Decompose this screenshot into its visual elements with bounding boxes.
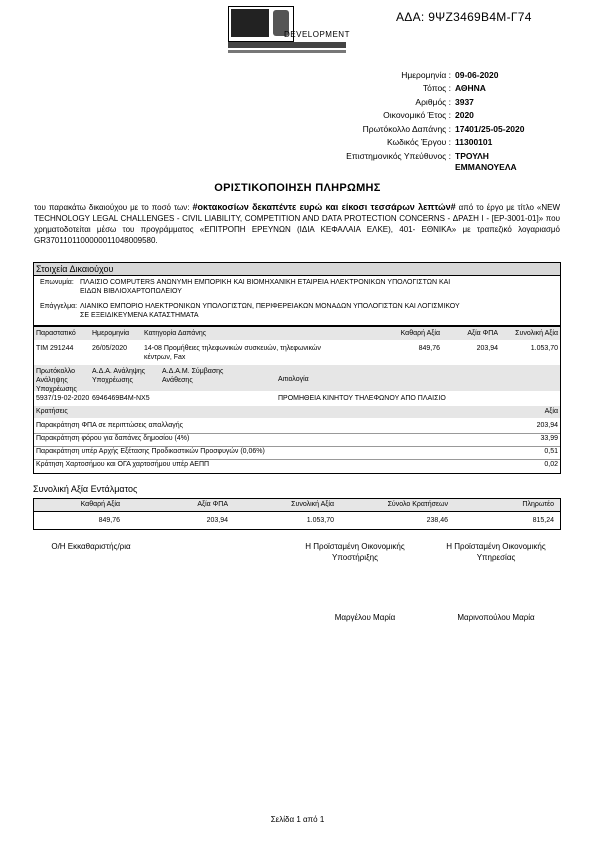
deductions-value-label: Αξία xyxy=(544,408,558,415)
commitment-ada: 6946469Β4Μ-ΝΧ5 xyxy=(92,395,150,402)
meta-value-project-code: 11300101 xyxy=(455,137,493,147)
deduction-value: 203,94 xyxy=(536,422,558,429)
totals-col-vat: Αξία ΦΠΑ xyxy=(197,501,228,508)
signature-service-title-1: Η Προϊσταμένη Οικονομικής xyxy=(446,542,546,551)
document-title: ΟΡΙΣΤΙΚΟΠΟΙΗΣΗ ΠΛΗΡΩΜΗΣ xyxy=(214,182,381,194)
totals-col-payable: Πληρωτέο xyxy=(522,501,554,508)
totals-vat: 203,94 xyxy=(206,517,228,524)
deduction-value: 0,51 xyxy=(544,448,558,455)
col-invoice: Παραστατικό xyxy=(36,330,76,337)
totals-section xyxy=(33,498,561,530)
divider xyxy=(34,275,560,276)
totals-total: 1.053,70 xyxy=(306,517,334,524)
col-commitment-ada: Α.Δ.Α. Ανάληψης Υποχρέωσης xyxy=(92,368,146,384)
meta-value-fiscal-year: 2020 xyxy=(455,110,474,120)
logo-strip-secondary xyxy=(228,50,346,53)
divider xyxy=(34,446,560,447)
col-commitment-protocol: Πρωτόκολλο Ανάληψης Υποχρέωσης xyxy=(36,368,77,393)
beneficiary-name-line1: ΠΛΑΙΣΙΟ COMPUTERS ΑΝΩΝΥΜΗ ΕΜΠΟΡΙΚΗ ΚΑΙ ΒΙΟΜΗΧΑΝΙΚΗ ΕΤΑΙΡΕΙΑ ΗΛΕΚΤΡΟΝΙΚΩΝ ΥΠΟΛΟΓΙΣΤΩΝ ΚΑΙ xyxy=(80,279,451,286)
beneficiary-name-line2: ΕΙΔΩΝ ΒΙΒΛΙΟΧΑΡΤΟΠΩΛΕΙΟΥ xyxy=(80,288,182,295)
invoice-category: 14-08 Προμήθειες τηλεφωνικών συσκευών, τηλεφωνικών xyxy=(144,345,321,352)
totals-col-deductions: Σύνολο Κρατήσεων xyxy=(387,501,448,508)
meta-label-date: Ημερομηνία : xyxy=(401,70,451,80)
beneficiary-name-label: Επωνυμία: xyxy=(40,279,74,286)
meta-label-place: Τόπος : xyxy=(422,83,451,93)
amount-in-words: #οκτακοσίων δεκαπέντε ευρώ και είκοσι τεσσάρων λεπτών# xyxy=(192,202,456,212)
meta-value-number: 3937 xyxy=(455,97,474,107)
invoice-vat: 203,94 xyxy=(476,345,498,352)
col-contract-adam: Α.Δ.Α.Μ. Σύμβασης Ανάθεσης xyxy=(162,368,224,384)
meta-value-protocol: 17401/25-05-2020 xyxy=(455,124,525,134)
invoice-category-cont: κέντρων, Fax xyxy=(144,354,186,361)
invoice-date: 26/05/2020 xyxy=(92,345,128,352)
signature-clearer-title: Ο/Η Εκκαθαριστής/ρια xyxy=(51,542,131,551)
meta-label-project-code: Κωδικός Έργου : xyxy=(386,137,451,147)
col-vat: Αξία ΦΠΑ xyxy=(467,330,498,337)
beneficiary-job-line1: ΛΙΑΝΙΚΟ ΕΜΠΟΡΙΟ ΗΛΕΚΤΡΟΝΙΚΩΝ ΥΠΟΛΟΓΙΣΤΩΝ, ΠΕΡΙΦΕΡΕΙΑΚΩΝ ΜΟΝΑΔΩΝ ΥΠΟΛΟΓΙΣΤΩΝ ΚΑΙ ΛΟΓΙΣΜΙΚΟΥ xyxy=(80,303,460,310)
meta-label-fiscal-year: Οικονομικό Έτος : xyxy=(383,110,451,120)
divider xyxy=(34,433,560,434)
payment-paragraph xyxy=(34,202,560,246)
deductions-header-bar xyxy=(34,406,560,418)
invoice-total: 1.053,70 xyxy=(530,345,558,352)
beneficiary-job-label: Επάγγελμα: xyxy=(40,303,78,310)
ada-code: ΑΔΑ: 9ΨΖ3469Β4Μ-Γ74 xyxy=(396,10,532,24)
meta-label-protocol: Πρωτόκολλο Δαπάνης : xyxy=(362,124,451,134)
meta-value-date: 09-06-2020 xyxy=(455,70,499,80)
meta-value-place: ΑΘΗΝΑ xyxy=(455,83,486,93)
meta-value-supervisor: ΤΡΟΥΛΗ xyxy=(455,151,489,161)
paragraph-intro: του παρακάτω δικαιούχου με το ποσό των: xyxy=(34,203,193,212)
invoice-section xyxy=(33,326,561,474)
meta-value-supervisor-name: ΕΜΜΑΝΟΥΕΛΑ xyxy=(455,162,517,172)
signature-service-name: Μαρινοπούλου Μαρία xyxy=(457,613,535,622)
col-justification: Αιτιολογία xyxy=(278,376,309,383)
logo-development-text: DEVELOPMENT xyxy=(284,30,350,39)
col-category: Κατηγορία Δαπάνης xyxy=(144,330,207,337)
paragraph-body: από το έργο με τίτλο «NEW TECHNOLOGY LEGAL CHALLENGES - CIVIL LIABILITY, COMPETITION AND DATA PROTECTION CONCERNS - ΔΡΑΣΗ Ι - [ΕΡ-3001-01]» που χρηματοδοτείται μέσω του προγράμματος «ΕΠΙΤΡΟΠΗ ΕΡΕΥΝΩΝ (ΙΔΙΑ ΚΕΦΑΛΑΙΑ ΕΛΚΕ), 401- ΕΘΝΙΚΑ» με τραπεζικό λογαριασμό GR3701101100000011048009580. xyxy=(34,203,561,245)
beneficiary-title: Στοιχεία Δικαιούχου xyxy=(36,264,114,274)
logo-dark-block xyxy=(231,9,269,37)
logo-strip xyxy=(228,42,346,48)
col-net: Καθαρή Αξία xyxy=(400,330,440,337)
totals-col-net: Καθαρή Αξία xyxy=(80,501,120,508)
meta-label-supervisor: Επιστημονικός Υπεύθυνος : xyxy=(346,151,451,161)
invoice-number: ΤΙΜ 291244 xyxy=(36,345,74,352)
col-total: Συνολική Αξία xyxy=(515,330,558,337)
deduction-value: 0,02 xyxy=(544,461,558,468)
deduction-label: Παρακράτηση φόρου για δαπάνες δημοσίου (4%) xyxy=(36,435,190,442)
totals-title: Συνολική Αξία Εντάλματος xyxy=(33,484,138,494)
commitment-protocol: 5937/19-02-2020 xyxy=(36,395,90,402)
deduction-value: 33,99 xyxy=(540,435,558,442)
deductions-label: Κρατήσεις xyxy=(36,408,68,415)
signature-support-title-1: Η Προϊσταμένη Οικονομικής xyxy=(305,542,405,551)
totals-net: 849,76 xyxy=(98,517,120,524)
col-date: Ημερομηνία xyxy=(92,330,130,337)
page-footer: Σελίδα 1 από 1 xyxy=(270,815,325,824)
totals-col-total: Συνολική Αξία xyxy=(291,501,334,508)
deduction-label: Κράτηση Χαρτοσήμου και ΟΓΑ χαρτοσήμου υπέρ ΑΕΠΠ xyxy=(36,461,210,468)
deduction-label: Παρακράτηση υπέρ Αρχής Εξέτασης Προδικαστικών Προσφυγών (0,06%) xyxy=(36,448,265,455)
signature-service-title-2: Υπηρεσίας xyxy=(476,553,516,562)
organization-logo xyxy=(228,6,348,56)
divider xyxy=(34,459,560,460)
totals-payable: 815,24 xyxy=(532,517,554,524)
signature-support-name: Μαργέλου Μαρία xyxy=(334,613,396,622)
beneficiary-job-line2: ΣΕ ΕΞΕΙΔΙΚΕΥΜΕΝΑ ΚΑΤΑΣΤΗΜΑΤΑ xyxy=(80,312,199,319)
signature-support-title-2: Υποστήριξης xyxy=(332,553,378,562)
invoice-net: 849,76 xyxy=(418,345,440,352)
divider xyxy=(34,511,560,512)
meta-label-number: Αριθμός : xyxy=(415,97,451,107)
justification-text: ΠΡΟΜΗΘΕΙΑ ΚΙΝΗΤΟΥ ΤΗΛΕΦΩΝΟΥ ΑΠΟ ΠΛΑΙΣΙΟ xyxy=(278,395,446,402)
beneficiary-section xyxy=(33,262,561,326)
deduction-label: Παρακράτηση ΦΠΑ σε περιπτώσεις απαλλαγής xyxy=(36,422,184,429)
totals-deductions: 238,46 xyxy=(426,517,448,524)
